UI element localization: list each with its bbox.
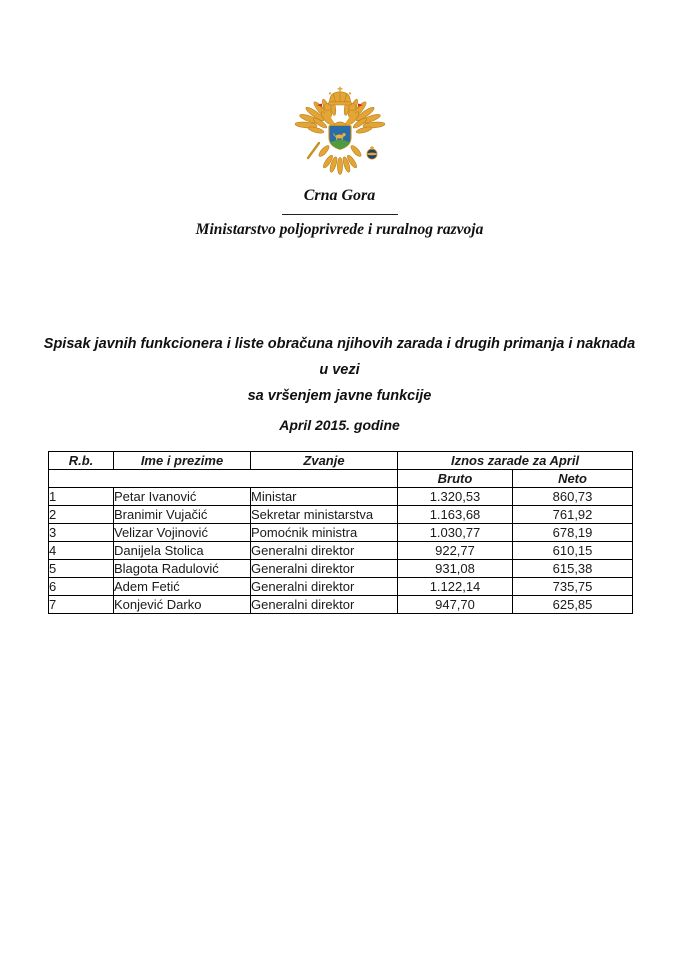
- cell-rb: 3: [49, 524, 114, 542]
- header-spacer-cell: [49, 470, 398, 488]
- cell-title: Ministar: [251, 488, 398, 506]
- cell-title: Pomoćnik ministra: [251, 524, 398, 542]
- cell-name: Petar Ivanović: [114, 488, 251, 506]
- cell-neto: 860,73: [513, 488, 633, 506]
- cell-rb: 2: [49, 506, 114, 524]
- col-header-neto: Neto: [513, 470, 633, 488]
- salary-table-body: [49, 488, 633, 614]
- cell-title: Sekretar ministarstva: [251, 506, 398, 524]
- col-header-rb: R.b.: [49, 452, 114, 470]
- cell-title: Generalni direktor: [251, 560, 398, 578]
- cell-neto: 610,15: [513, 542, 633, 560]
- cell-neto: 615,38: [513, 560, 633, 578]
- col-header-salary-group: Iznos zarade za April: [398, 452, 633, 470]
- salary-table: [48, 451, 633, 614]
- cell-bruto: 922,77: [398, 542, 513, 560]
- table-row: [49, 596, 633, 614]
- period-label: April 2015. godine: [279, 417, 400, 433]
- cell-title: Generalni direktor: [251, 542, 398, 560]
- table-row: [49, 488, 633, 506]
- cell-name: Velizar Vojinović: [114, 524, 251, 542]
- table-row: [49, 542, 633, 560]
- cell-neto: 735,75: [513, 578, 633, 596]
- cell-bruto: 1.163,68: [398, 506, 513, 524]
- cell-name: Blagota Radulović: [114, 560, 251, 578]
- col-header-bruto: Bruto: [398, 470, 513, 488]
- cell-bruto: 947,70: [398, 596, 513, 614]
- cell-rb: 5: [49, 560, 114, 578]
- table-row: [49, 506, 633, 524]
- montenegro-coat-of-arms-icon: [288, 86, 392, 180]
- cell-rb: 6: [49, 578, 114, 596]
- table-row: [49, 524, 633, 542]
- cell-rb: 4: [49, 542, 114, 560]
- divider-line: [282, 214, 398, 215]
- table-row: [49, 578, 633, 596]
- cell-title: Generalni direktor: [251, 596, 398, 614]
- col-header-title: Zvanje: [251, 452, 398, 470]
- document-title: [40, 331, 639, 409]
- cell-neto: 625,85: [513, 596, 633, 614]
- col-header-name: Ime i prezime: [114, 452, 251, 470]
- cell-bruto: 1.122,14: [398, 578, 513, 596]
- cell-bruto: 1.030,77: [398, 524, 513, 542]
- cell-name: Konjević Darko: [114, 596, 251, 614]
- cell-name: Adem Fetić: [114, 578, 251, 596]
- cell-bruto: 931,08: [398, 560, 513, 578]
- country-label: Crna Gora: [303, 187, 376, 204]
- cell-rb: 1: [49, 488, 114, 506]
- cell-neto: 678,19: [513, 524, 633, 542]
- cell-rb: 7: [49, 596, 114, 614]
- header-row-2: [49, 470, 633, 488]
- table-row: [49, 560, 633, 578]
- document-title-line2: sa vršenjem javne funkcije: [247, 388, 432, 404]
- cell-title: Generalni direktor: [251, 578, 398, 596]
- cell-bruto: 1.320,53: [398, 488, 513, 506]
- cell-name: Branimir Vujačić: [114, 506, 251, 524]
- cell-name: Danijela Stolica: [114, 542, 251, 560]
- document-title-line1: Spisak javnih funkcionera i liste obračuna njihovih zarada i drugih primanja i naknada u vezi: [43, 336, 636, 378]
- header-row-1: [49, 452, 633, 470]
- ministry-name: Ministarstvo poljoprivrede i ruralnog razvoja: [195, 221, 484, 238]
- cell-neto: 761,92: [513, 506, 633, 524]
